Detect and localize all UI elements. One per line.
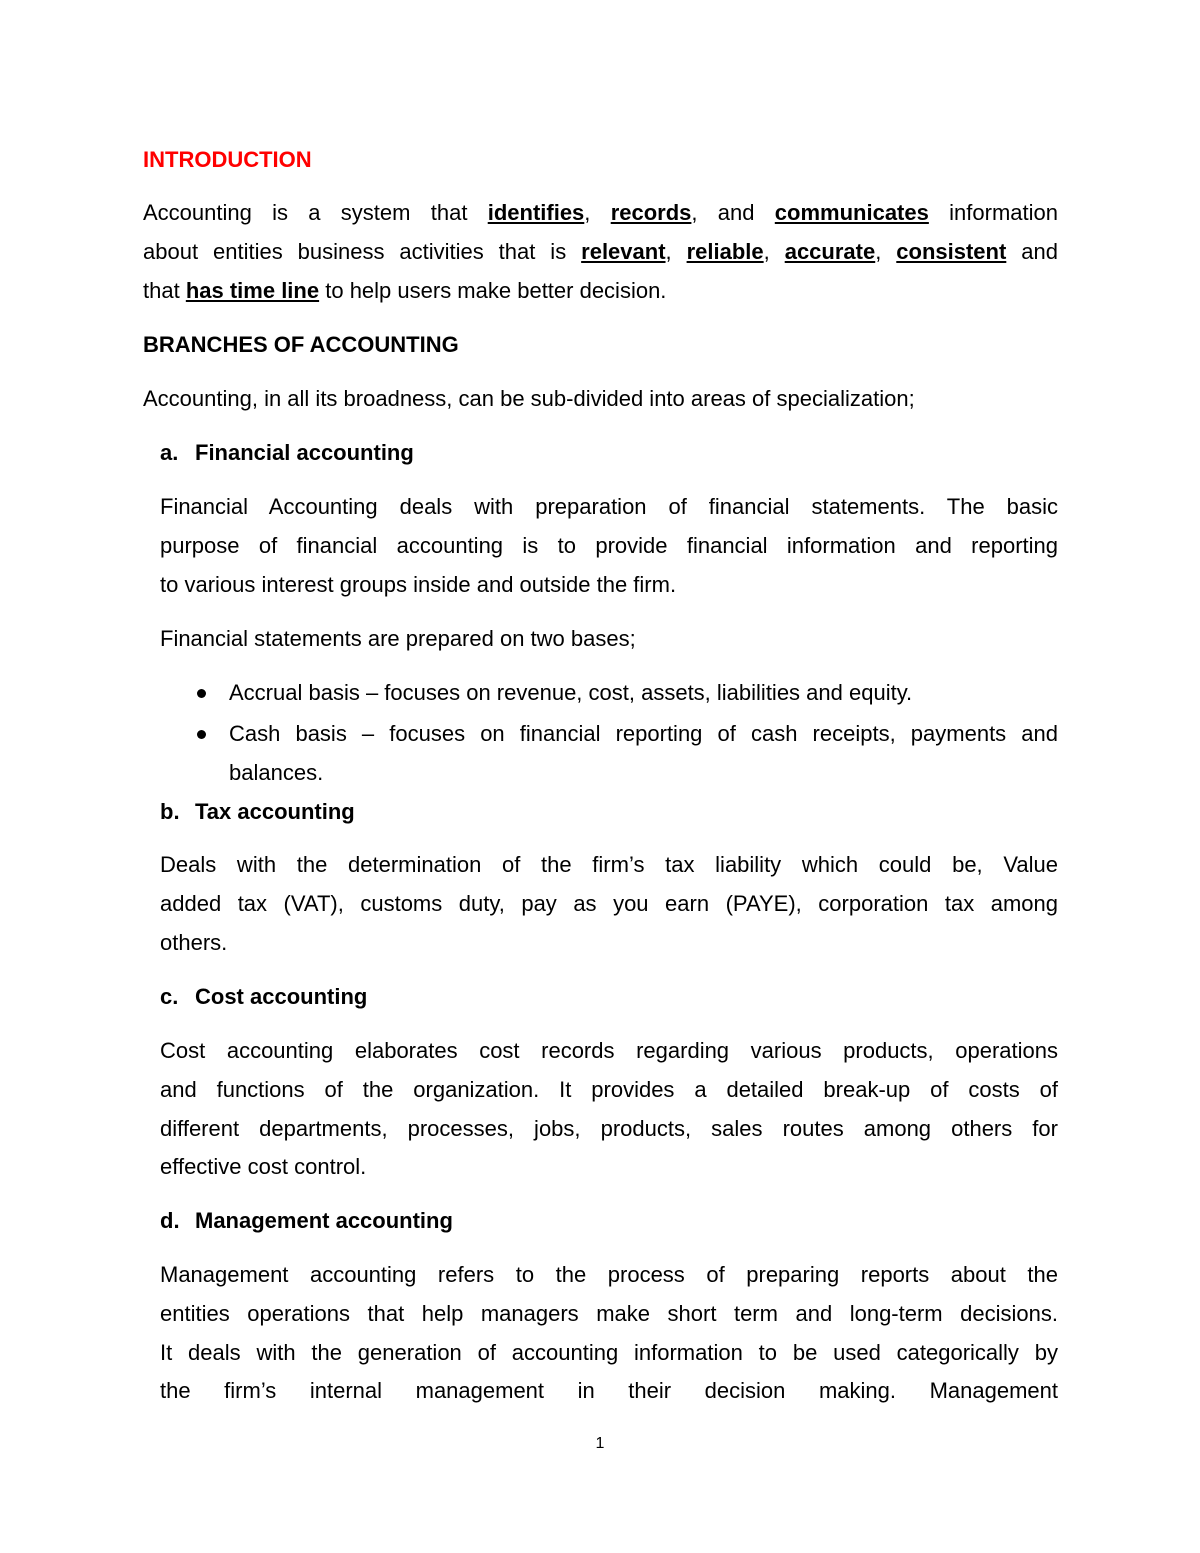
intro-punct: , (763, 239, 770, 264)
page-number: 1 (595, 1435, 605, 1452)
intro-text: and (1021, 239, 1058, 264)
intro-punct: , (875, 239, 882, 264)
section-d-title: Management accounting (195, 1208, 453, 1233)
section-a-bullet-cash-line-1: Cash basis – focuses on financial reporting of cash receipts, payments and (229, 721, 1058, 746)
keyword-consistent: consistent (896, 239, 1007, 264)
section-d-paragraph-line-2: entities operations that help managers make short term and long-term decisions. (160, 1301, 1058, 1326)
intro-paragraph-line-1 (143, 198, 1058, 228)
section-d-letter: d. (160, 1208, 180, 1233)
keyword-records: records (610, 200, 692, 225)
section-a-letter: a. (160, 440, 179, 465)
keyword-accurate: accurate (784, 239, 876, 264)
bullet-icon (197, 689, 206, 698)
section-b-letter: b. (160, 799, 180, 824)
section-a-bullet-accrual: Accrual basis – focuses on revenue, cost, assets, liabilities and equity. (229, 680, 913, 705)
keyword-identifies: identifies (487, 200, 585, 225)
intro-text: that (143, 278, 180, 303)
section-c-heading (160, 982, 367, 1012)
intro-text: Accounting is a system that (143, 200, 468, 225)
section-b-title: Tax accounting (195, 799, 355, 824)
intro-text: about entities business activities that is (143, 239, 567, 264)
keyword-has-time-line: has time line (185, 278, 320, 303)
section-a-bases-intro: Financial statements are prepared on two bases; (160, 626, 636, 651)
section-d-heading (160, 1206, 453, 1236)
section-b-paragraph-line-1: Deals with the determination of the firm’s tax liability which could be, Value (160, 852, 1058, 877)
section-a-heading (160, 438, 414, 468)
keyword-communicates: communicates (774, 200, 929, 225)
section-a-paragraph-line-1: Financial Accounting deals with preparation of financial statements. The basic (160, 494, 1058, 519)
section-c-paragraph-line-1: Cost accounting elaborates cost records regarding various products, operations (160, 1038, 1058, 1063)
section-c-paragraph-line-3: different departments, processes, jobs, products, sales routes among others for (160, 1116, 1058, 1141)
section-a-bullet-cash-line-2: balances. (229, 760, 324, 785)
intro-text: to help users make better decision. (325, 278, 667, 303)
section-a-paragraph-line-2: purpose of financial accounting is to provide financial information and reporting (160, 533, 1058, 558)
keyword-relevant: relevant (581, 239, 666, 264)
intro-text: , and (691, 200, 755, 225)
bullet-icon (197, 730, 206, 739)
section-d-paragraph-line-4: the firm’s internal management in their decision making. Management (160, 1378, 1058, 1403)
branches-intro: Accounting, in all its broadness, can be sub-divided into areas of specialization; (143, 386, 915, 411)
section-c-letter: c. (160, 984, 179, 1009)
keyword-reliable: reliable (686, 239, 764, 264)
intro-text: information (949, 200, 1058, 225)
section-b-paragraph-line-2: added tax (VAT), customs duty, pay as you earn (PAYE), corporation tax among (160, 891, 1058, 916)
section-c-paragraph-line-4: effective cost control. (160, 1154, 367, 1179)
intro-punct: , (584, 200, 591, 225)
section-a-paragraph-line-3: to various interest groups inside and outside the firm. (160, 572, 677, 597)
intro-punct: , (665, 239, 672, 264)
section-b-heading (160, 797, 355, 827)
section-a-title: Financial accounting (195, 440, 414, 465)
intro-paragraph-line-3 (143, 276, 666, 306)
section-d-paragraph-line-1: Management accounting refers to the process of preparing reports about the (160, 1262, 1058, 1287)
section-c-title: Cost accounting (195, 984, 368, 1009)
introduction-heading: INTRODUCTION (143, 147, 312, 172)
section-c-paragraph-line-2: and functions of the organization. It provides a detailed break-up of costs of (160, 1077, 1058, 1102)
branches-heading: BRANCHES OF ACCOUNTING (143, 332, 459, 357)
intro-paragraph-line-2 (143, 237, 1058, 267)
section-d-paragraph-line-3: It deals with the generation of accounting information to be used categorically by (160, 1340, 1058, 1365)
section-b-paragraph-line-3: others. (160, 930, 228, 955)
